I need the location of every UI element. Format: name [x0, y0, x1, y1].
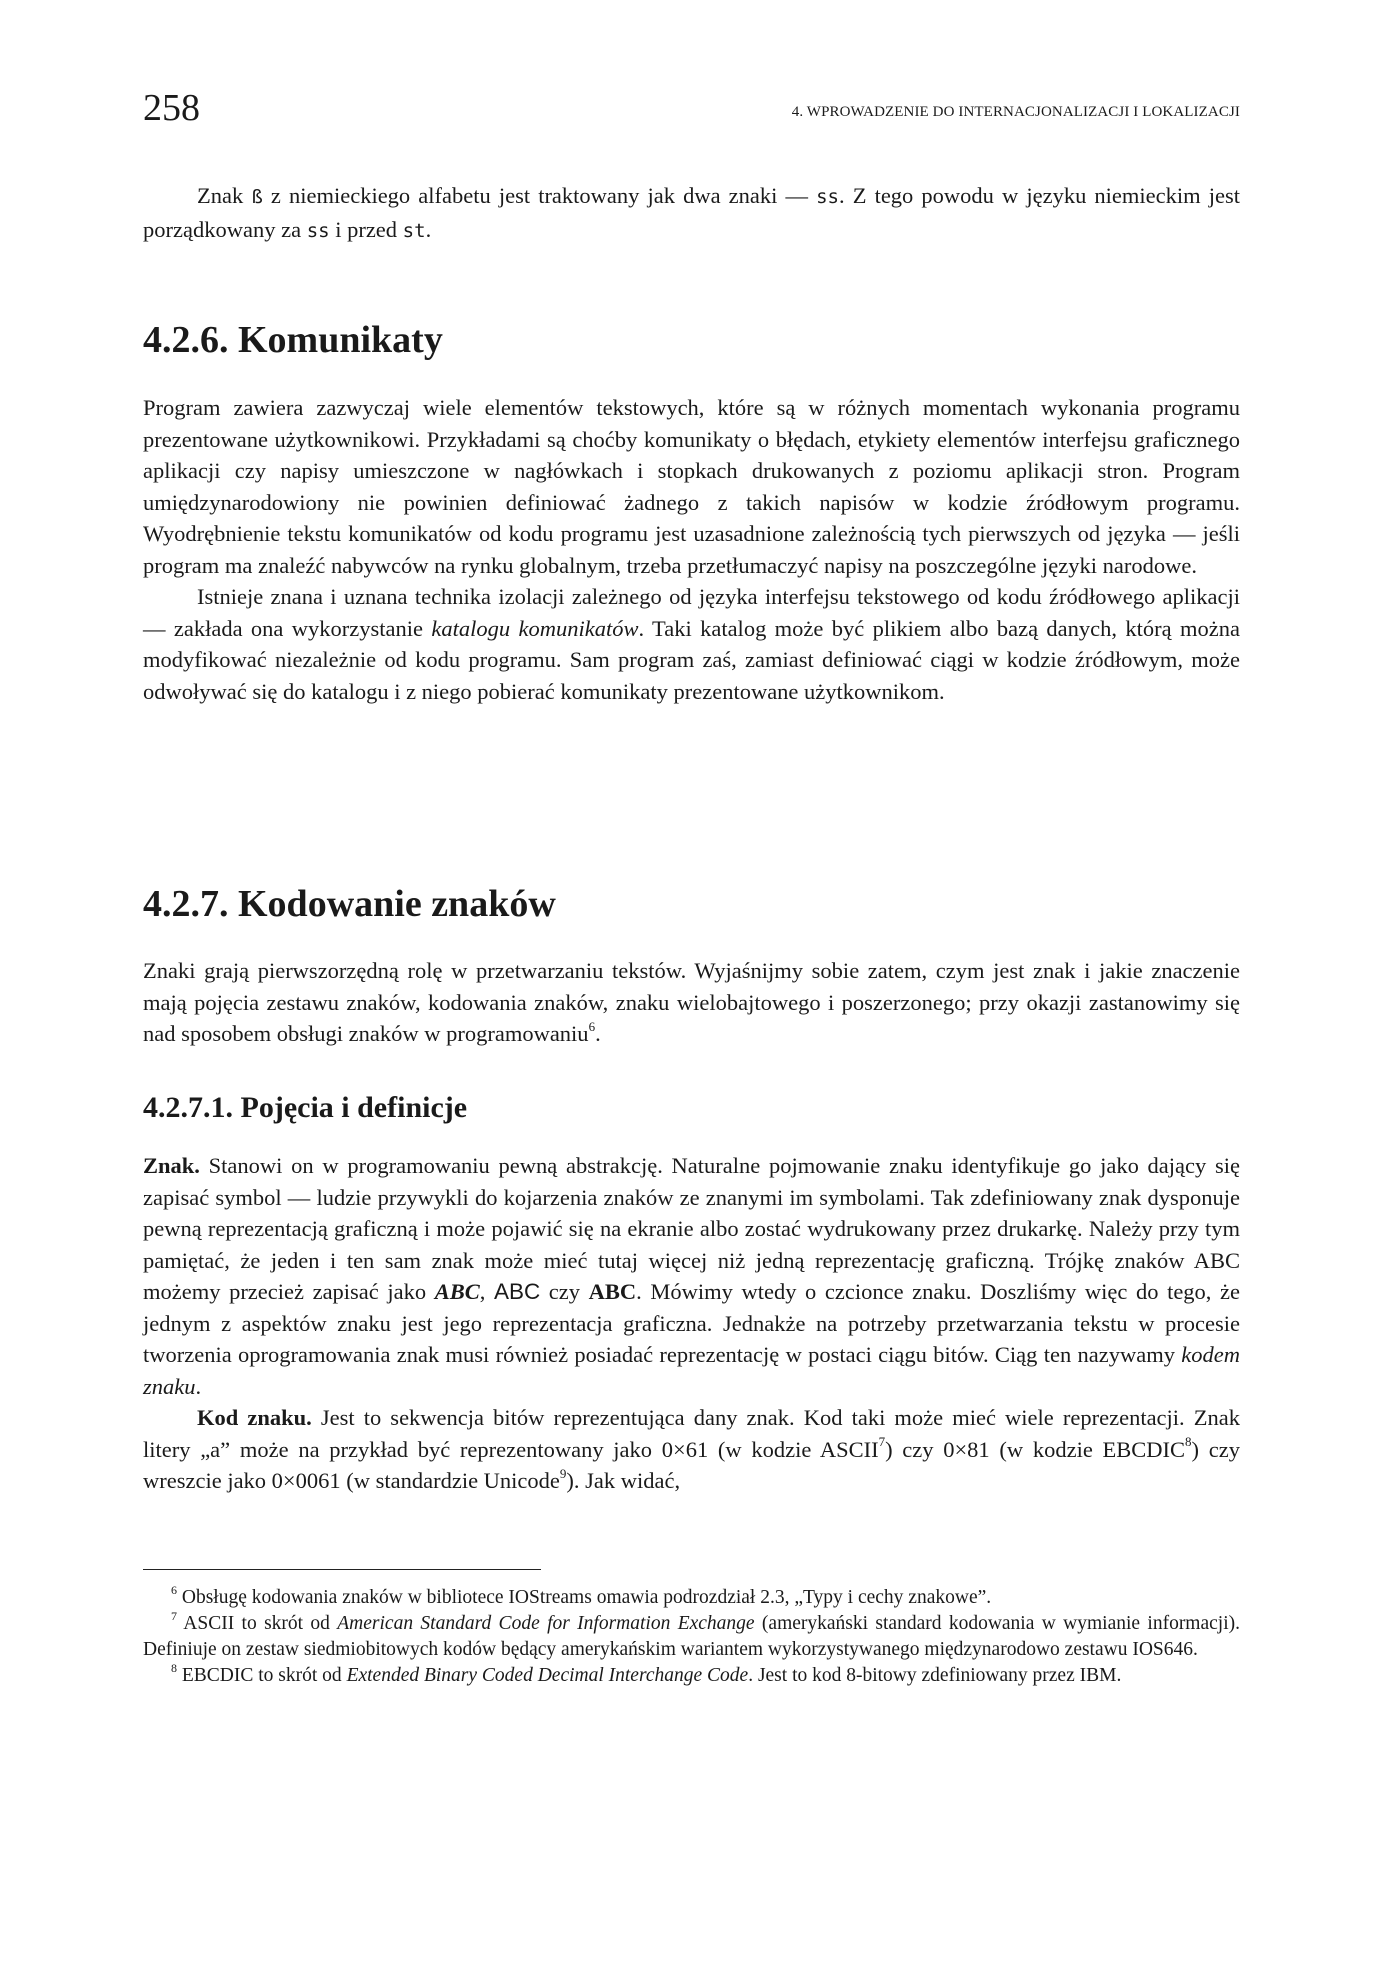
footnote-8: $^8$ EBCDIC to skrót od Extended Binary Coded Decimal Interchange Code. Jest to kod 8-bitowy zdefiniowany przez IBM.	[171, 1660, 1122, 1686]
paragraph: Kod znaku. Jest to sekwencja bitów reprezentująca dany znak. Kod taki może mieć wiele reprezentacji. Znak litery „a” może na przykład być reprezentowany jako 0×61 (w kodzie ASCII$^7$) czy 0×81 (w kodzie EBCDIC$^8$) czy wreszcie jako 0×0061 (w standardzie Unicode$^9$). Jak widać,	[143, 1405, 1240, 1493]
paragraph: Znak. Stanowi on w programowaniu pewną abstrakcję. Naturalne pojmowanie znaku identyfikuje go jako dający się zapisać symbol — ludzie przywykli do kojarzenia znaków ze znanymi im symbolami. Tak zdefiniowany znak dysponuje pewną reprezentacją graficzną i może pojawić się na ekranie albo zostać wydrukowany przez drukarkę. Należy przy tym pamiętać, że jeden i ten sam znak może mieć tutaj więcej niż jedną reprezentację graficzną. Trójkę znaków ABC możemy przecież zapisać jako ABC, ABC czy ABC. Mówimy wtedy o czcionce znaku. Doszliśmy więc do tego, że jednym z aspektów znaku jest jego reprezentacja graficzna. Jednakże na potrzeby przetwarzania tekstu w procesie tworzenia oprogramowania znak musi również posiadać reprezentację w postaci ciągu bitów. Ciąg ten nazywamy kodem znaku.	[143, 1153, 1240, 1399]
abc-bold: ABC	[588, 1279, 637, 1304]
section-4-2-7-body	[143, 955, 1240, 1050]
section-heading-4-2-6: 4.2.6. Komunikaty	[143, 319, 443, 361]
footnote-divider	[143, 1569, 541, 1570]
footnote-6: $^6$ Obsługę kodowania znaków w bibliotece IOStreams omawia podrozdział 2.3, „Typy i cechy znakowe”.	[171, 1582, 992, 1608]
paragraph: Istnieje znana i uznana technika izolacji zależnego od języka interfejsu tekstowego od kodu źródłowego aplikacji — zakłada ona wykorzystanie katalogu komunikatów. Taki katalog może być plikiem albo bazą danych, którą można modyfikować niezależnie od kodu programu. Sam program zaś, zamiast definiować ciągi w kodzie źródłowym, może odwoływać się do katalogu i z niego pobierać komunikaty prezentowane użytkownikom.	[143, 584, 1240, 704]
term-label: Kod znaku.	[197, 1405, 312, 1430]
emphasis: kodem znaku	[143, 1342, 1240, 1399]
page-number: 258	[143, 87, 200, 129]
paragraph: Znaki grają pierwszorzędną rolę w przetwarzaniu tekstów. Wyjaśnijmy sobie zatem, czym jest znak i jakie znaczenie mają pojęcia zestawu znaków, kodowania znaków, znaku wielobajtowego i poszerzonego; przy okazji zastanowimy się nad sposobem obsługi znaków w programowaniu$^6$.	[143, 958, 1240, 1046]
subsection-4-2-7-1-body	[143, 1150, 1240, 1497]
code-st: st	[402, 219, 426, 242]
term-label: Znak.	[143, 1153, 200, 1178]
abc-sans: ABC	[493, 1279, 541, 1304]
footnote-ref: 6	[588, 1018, 596, 1034]
paragraph: Program zawiera zazwyczaj wiele elementów tekstowych, które są w różnych momentach wykonania programu prezentowane użytkownikowi. Przykładami są choćby komunikaty o błędach, etykiety elementów interfejsu graficznego aplikacji czy napisy umieszczone w nagłówkach i stopkach drukowanych z poziomu aplikacji stron. Program umiędzynarodowiony nie powinien definiować żadnego z takich napisów w kodzie źródłowym programu. Wyodrębnienie tekstu komunikatów od kodu programu jest uzasadnione zależnością tych pierwszych od języka — jeśli program ma znaleźć nabywców na rynku globalnym, trzeba przetłumaczyć napisy na poszczególne języki narodowe.	[143, 395, 1240, 578]
eszett-glyph: ß	[251, 186, 263, 208]
section-heading-4-2-7: 4.2.7. Kodowanie znaków	[143, 883, 556, 925]
intro-paragraph: Znak ß z niemieckiego alfabetu jest traktowany jak dwa znaki — ss. Z tego powodu w języku niemieckim jest porządkowany za ss i przed st.	[143, 183, 1240, 242]
footnote-7: $^7$ ASCII to skrót od American Standard Code for Information Exchange (amerykański standard kodowania w wymianie informacji). Definiuje on zestaw siedmiobitowych kodów będący amerykańskim wariantem wykorzystywanego międzynarodowo zestawu IOS646.	[143, 1608, 1240, 1660]
subsection-heading-4-2-7-1: 4.2.7.1. Pojęcia i definicje	[143, 1091, 468, 1124]
abc-bold-italic: ABC	[434, 1279, 480, 1304]
footnote-ref: 9	[559, 1465, 567, 1481]
running-head	[143, 86, 1240, 130]
code-ss: ss	[816, 186, 839, 208]
book-page	[143, 0, 1240, 1969]
footnote-ref: 8	[1185, 1434, 1192, 1449]
code-ss: ss	[306, 219, 330, 242]
emphasis: katalogu komunikatów	[431, 615, 639, 641]
chapter-title: 4. WPROWADZENIE DO INTERNACJONALIZACJI I LOKALIZACJI	[791, 104, 1240, 120]
footnotes	[143, 1582, 1240, 1689]
section-4-2-6-body	[143, 392, 1240, 707]
footnote-ref: 7	[878, 1434, 886, 1449]
